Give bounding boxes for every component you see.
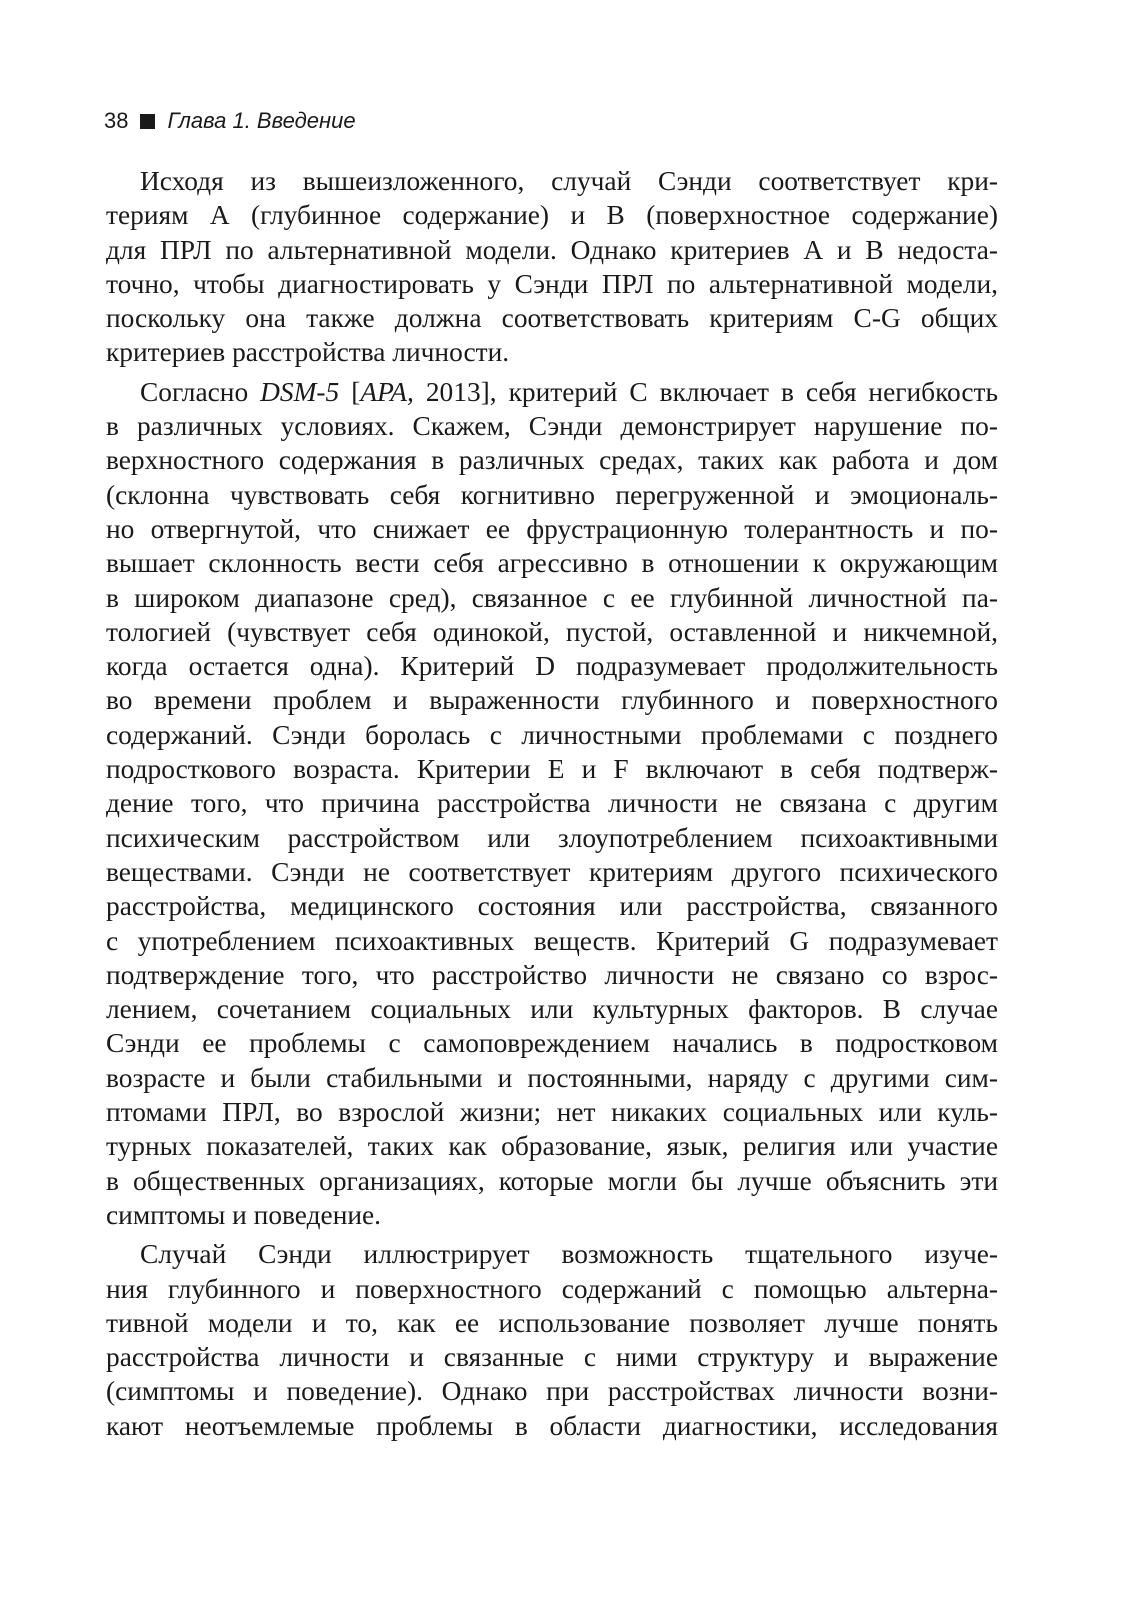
- text-line: [106, 375, 998, 409]
- text-line: кают неотъемлемые проблемы в области диагностики, исследования: [106, 1410, 998, 1441]
- square-bullet-icon: [140, 114, 155, 129]
- text-line: симптомы и поведение.: [106, 1199, 382, 1230]
- text-line: во времени проблем и выраженности глубинного и поверхностного: [106, 685, 998, 716]
- text-line: для ПРЛ по альтернативной модели. Однако критериев А и В недоста-: [106, 234, 998, 265]
- text-line: психическим расстройством или злоупотреблением психоактивными: [106, 822, 998, 853]
- text-line: тивной модели и то, как ее использование позволяет лучше понять: [106, 1307, 998, 1338]
- text-line: дение того, что причина расстройства личности не связана с другим: [106, 788, 998, 819]
- text-line: подросткового возраста. Критерии Е и F включают в себя подтверж-: [106, 754, 998, 785]
- text-line: птомами ПРЛ, во взрослой жизни; нет никаких социальных или куль-: [106, 1097, 998, 1128]
- text-line: (склонна чувствовать себя когнитивно перегруженной и эмоциональ-: [106, 479, 998, 510]
- paragraph-1: [106, 164, 998, 370]
- text-run: Согласно: [140, 376, 261, 407]
- text-line: возрасте и были стабильными и постоянными, наряду с другими сим-: [106, 1062, 998, 1093]
- text-line: с употреблением психоактивных веществ. Критерий G подразумевает: [106, 925, 998, 956]
- page-number: 38: [104, 108, 129, 133]
- text-line: расстройства, медицинского состояния или расстройства, связанного: [106, 891, 998, 922]
- text-line: подтверждение того, что расстройство личности не связано со взрос-: [106, 959, 998, 990]
- text-line: в различных условиях. Скажем, Сэнди демонстрирует нарушение по-: [106, 411, 998, 442]
- text-line: Случай Сэнди иллюстрирует возможность тщательного изуче-: [140, 1239, 998, 1270]
- dsm-citation: DSM-5: [260, 376, 340, 407]
- text-run: 2013], критерий С включает в себя негибкость: [413, 376, 998, 407]
- text-line: поскольку она также должна соответствовать критериям C-G общих: [106, 303, 998, 334]
- text-line: териям А (глубинное содержание) и В (поверхностное содержание): [106, 200, 998, 231]
- text-line: веществами. Сэнди не соответствует критериям другого психического: [106, 856, 998, 887]
- text-line: содержаний. Сэнди боролась с личностными проблемами с позднего: [106, 719, 998, 750]
- text-line: критериев расстройства личности.: [106, 337, 510, 368]
- paragraph-2: [106, 375, 998, 1232]
- text-line: вышает склонность вести себя агрессивно в отношении к окружающим: [106, 548, 998, 579]
- text-line: верхностного содержания в различных средах, таких как работа и дом: [106, 445, 998, 476]
- text-line: точно, чтобы диагностировать у Сэнди ПРЛ по альтернативной модели,: [106, 268, 998, 299]
- text-line: тологией (чувствует себя одинокой, пустой, оставленной и никчемной,: [106, 616, 998, 647]
- text-run: [: [339, 376, 361, 407]
- text-line: ния глубинного и поверхностного содержаний с помощью альтерна-: [106, 1273, 998, 1304]
- text-line: в общественных организациях, которые могли бы лучше объяснить эти: [106, 1165, 998, 1196]
- running-header: [104, 106, 356, 136]
- text-line: лением, сочетанием социальных или культурных факторов. В случае: [106, 994, 998, 1025]
- text-line: но отвергнутой, что снижает ее фрустрационную толерантность и по-: [106, 513, 998, 544]
- text-line: Сэнди ее проблемы с самоповреждением начались в подростковом: [106, 1028, 998, 1059]
- chapter-title: Глава 1. Введение: [167, 108, 356, 133]
- text-line: турных показателей, таких как образование, язык, религия или участие: [106, 1131, 998, 1162]
- text-line: Исходя из вышеизложенного, случай Сэнди соответствует кри-: [140, 166, 998, 196]
- paragraph-3: [106, 1237, 998, 1443]
- text-line: в широком диапазоне сред), связанное с ее глубинной личностной па-: [106, 582, 998, 613]
- text-line: (симптомы и поведение). Однако при расстройствах личности возни-: [106, 1376, 998, 1407]
- page-body: [106, 164, 998, 1448]
- text-line: расстройства личности и связанные с ними структуру и выражение: [106, 1342, 998, 1373]
- apa-citation: APA,: [360, 376, 414, 407]
- text-line: когда остается одна). Критерий D подразумевает продолжительность: [106, 651, 998, 682]
